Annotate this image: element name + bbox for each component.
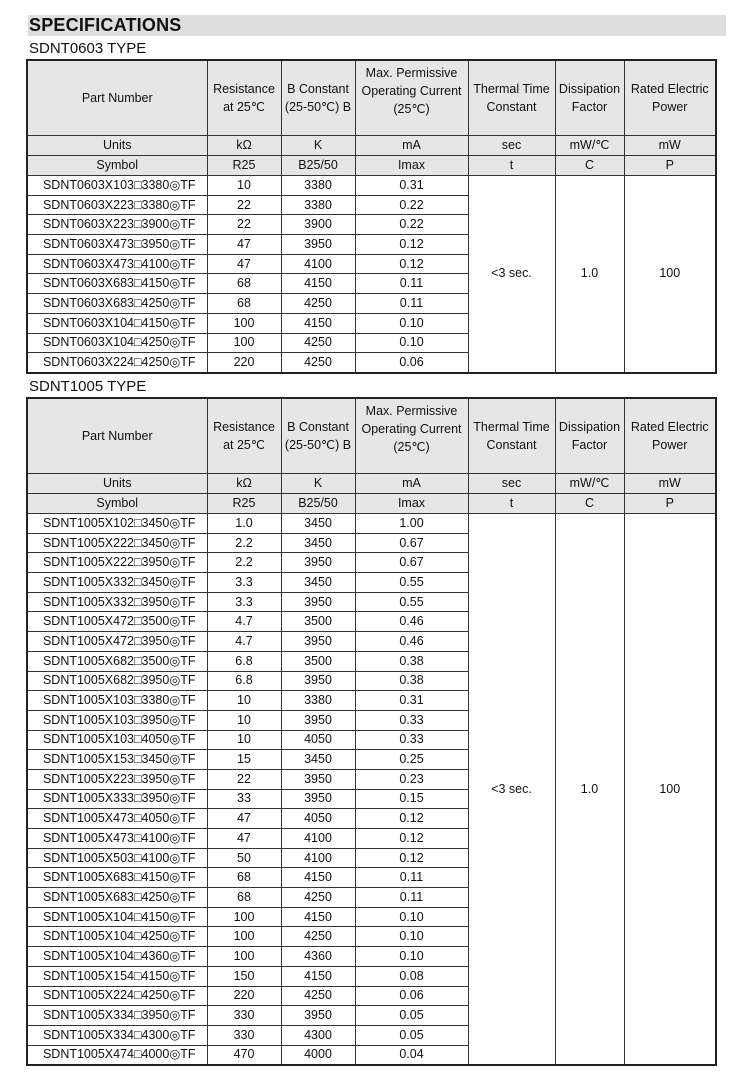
b-constant-cell: 4150 — [281, 868, 355, 888]
max-current-cell: 0.11 — [355, 888, 468, 908]
max-current-cell: 0.38 — [355, 671, 468, 691]
max-current-cell: 0.06 — [355, 986, 468, 1006]
b-constant-cell: 4150 — [281, 274, 355, 294]
max-current-cell: 0.25 — [355, 750, 468, 770]
part-number-cell: SDNT0603X223□3900◎TF — [27, 215, 207, 235]
b-constant-cell: 4250 — [281, 888, 355, 908]
header-b-constant: B Constant (25-50℃) B — [281, 398, 355, 474]
max-current-cell: 0.08 — [355, 966, 468, 986]
b-constant-cell: 4150 — [281, 966, 355, 986]
b-constant-cell: 3500 — [281, 651, 355, 671]
header-max-current: Max. Permissive Operating Current (25℃) — [355, 398, 468, 474]
max-current-cell: 0.12 — [355, 254, 468, 274]
max-current-cell: 0.33 — [355, 710, 468, 730]
unit-b-constant: K — [281, 136, 355, 156]
symbol-b-constant: B25/50 — [281, 156, 355, 176]
rated-power-cell: 100 — [624, 514, 716, 1066]
resistance-cell: 1.0 — [207, 514, 281, 534]
header-resistance: Resistance at 25℃ — [207, 398, 281, 474]
part-number-cell: SDNT0603X103□3380◎TF — [27, 176, 207, 196]
b-constant-cell: 4150 — [281, 907, 355, 927]
resistance-cell: 100 — [207, 333, 281, 353]
part-number-cell: SDNT1005X103□4050◎TF — [27, 730, 207, 750]
max-current-cell: 0.23 — [355, 769, 468, 789]
part-number-cell: SDNT1005X472□3500◎TF — [27, 612, 207, 632]
resistance-cell: 150 — [207, 966, 281, 986]
part-number-cell: SDNT1005X474□4000◎TF — [27, 1045, 207, 1065]
max-current-cell: 0.10 — [355, 907, 468, 927]
header-max-current: Max. Permissive Operating Current (25℃) — [355, 60, 468, 136]
header-rated-power: Rated Electric Power — [624, 60, 716, 136]
symbol-resistance: R25 — [207, 494, 281, 514]
max-current-cell: 0.15 — [355, 789, 468, 809]
b-constant-cell: 4300 — [281, 1025, 355, 1045]
b-constant-cell: 4250 — [281, 333, 355, 353]
symbol-dissipation: C — [555, 494, 624, 514]
max-current-cell: 0.46 — [355, 612, 468, 632]
resistance-cell: 68 — [207, 888, 281, 908]
resistance-cell: 22 — [207, 195, 281, 215]
thermal-time-cell: <3 sec. — [468, 176, 555, 373]
header-row — [27, 398, 716, 474]
header-row — [27, 60, 716, 136]
symbol-rated-power: P — [624, 156, 716, 176]
part-number-cell: SDNT0603X683□4150◎TF — [27, 274, 207, 294]
table-row — [27, 514, 716, 534]
b-constant-cell: 4250 — [281, 353, 355, 373]
resistance-cell: 10 — [207, 730, 281, 750]
b-constant-cell: 4050 — [281, 809, 355, 829]
resistance-cell: 2.2 — [207, 553, 281, 573]
max-current-cell: 0.67 — [355, 553, 468, 573]
resistance-cell: 2.2 — [207, 533, 281, 553]
b-constant-cell: 4050 — [281, 730, 355, 750]
b-constant-cell: 3950 — [281, 235, 355, 255]
b-constant-cell: 3950 — [281, 553, 355, 573]
resistance-cell: 10 — [207, 176, 281, 196]
rated-power-cell: 100 — [624, 176, 716, 373]
max-current-cell: 0.22 — [355, 195, 468, 215]
dissipation-cell: 1.0 — [555, 514, 624, 1066]
header-rated-power: Rated Electric Power — [624, 398, 716, 474]
b-constant-cell: 4250 — [281, 294, 355, 314]
part-number-cell: SDNT1005X683□4250◎TF — [27, 888, 207, 908]
max-current-cell: 0.55 — [355, 573, 468, 593]
resistance-cell: 330 — [207, 1006, 281, 1026]
resistance-cell: 3.3 — [207, 573, 281, 593]
unit-resistance: kΩ — [207, 474, 281, 494]
resistance-cell: 100 — [207, 313, 281, 333]
resistance-cell: 470 — [207, 1045, 281, 1065]
resistance-cell: 6.8 — [207, 671, 281, 691]
max-current-cell: 0.11 — [355, 274, 468, 294]
part-number-cell: SDNT0603X473□4100◎TF — [27, 254, 207, 274]
max-current-cell: 0.11 — [355, 294, 468, 314]
table-row — [27, 176, 716, 196]
unit-rated-power: mW — [624, 136, 716, 156]
resistance-cell: 50 — [207, 848, 281, 868]
max-current-cell: 0.31 — [355, 691, 468, 711]
b-constant-cell: 4250 — [281, 927, 355, 947]
symbol-dissipation: C — [555, 156, 624, 176]
units-label: Units — [27, 474, 207, 494]
part-number-cell: SDNT1005X472□3950◎TF — [27, 632, 207, 652]
page-title: SPECIFICATIONS — [29, 15, 182, 35]
b-constant-cell: 3500 — [281, 612, 355, 632]
resistance-cell: 100 — [207, 927, 281, 947]
max-current-cell: 0.12 — [355, 829, 468, 849]
unit-max-current: mA — [355, 136, 468, 156]
header-dissipation: Dissipation Factor — [555, 398, 624, 474]
resistance-cell: 100 — [207, 907, 281, 927]
part-number-cell: SDNT1005X104□4250◎TF — [27, 927, 207, 947]
resistance-cell: 10 — [207, 710, 281, 730]
max-current-cell: 0.05 — [355, 1025, 468, 1045]
part-number-cell: SDNT1005X332□3950◎TF — [27, 592, 207, 612]
max-current-cell: 0.06 — [355, 353, 468, 373]
header-b-constant: B Constant (25-50℃) B — [281, 60, 355, 136]
part-number-cell: SDNT0603X104□4150◎TF — [27, 313, 207, 333]
max-current-cell: 0.11 — [355, 868, 468, 888]
part-number-cell: SDNT1005X332□3450◎TF — [27, 573, 207, 593]
part-number-cell: SDNT1005X104□4360◎TF — [27, 947, 207, 967]
resistance-cell: 33 — [207, 789, 281, 809]
part-number-cell: SDNT0603X104□4250◎TF — [27, 333, 207, 353]
b-constant-cell: 3380 — [281, 195, 355, 215]
thermal-time-cell: <3 sec. — [468, 514, 555, 1066]
resistance-cell: 220 — [207, 353, 281, 373]
max-current-cell: 0.12 — [355, 235, 468, 255]
b-constant-cell: 3450 — [281, 573, 355, 593]
max-current-cell: 0.10 — [355, 333, 468, 353]
section-title-sdnt0603: SDNT0603 TYPE — [29, 40, 147, 57]
symbol-max-current: Imax — [355, 156, 468, 176]
part-number-cell: SDNT0603X473□3950◎TF — [27, 235, 207, 255]
b-constant-cell: 4100 — [281, 848, 355, 868]
spec-table-sdnt0603 — [26, 59, 717, 374]
part-number-cell: SDNT1005X473□4100◎TF — [27, 829, 207, 849]
max-current-cell: 0.31 — [355, 176, 468, 196]
units-label: Units — [27, 136, 207, 156]
symbol-resistance: R25 — [207, 156, 281, 176]
part-number-cell: SDNT0603X683□4250◎TF — [27, 294, 207, 314]
max-current-cell: 0.05 — [355, 1006, 468, 1026]
b-constant-cell: 3950 — [281, 1006, 355, 1026]
max-current-cell: 1.00 — [355, 514, 468, 534]
part-number-cell: SDNT1005X222□3450◎TF — [27, 533, 207, 553]
symbol-label: Symbol — [27, 494, 207, 514]
header-thermal-time: Thermal Time Constant — [468, 398, 555, 474]
b-constant-cell: 3950 — [281, 710, 355, 730]
part-number-cell: SDNT1005X682□3950◎TF — [27, 671, 207, 691]
b-constant-cell: 4250 — [281, 986, 355, 1006]
resistance-cell: 47 — [207, 235, 281, 255]
max-current-cell: 0.10 — [355, 947, 468, 967]
resistance-cell: 68 — [207, 294, 281, 314]
header-part-number: Part Number — [27, 60, 207, 136]
b-constant-cell: 4000 — [281, 1045, 355, 1065]
symbol-thermal-time: t — [468, 494, 555, 514]
part-number-cell: SDNT1005X104□4150◎TF — [27, 907, 207, 927]
b-constant-cell: 3950 — [281, 592, 355, 612]
b-constant-cell: 4100 — [281, 829, 355, 849]
part-number-cell: SDNT0603X224□4250◎TF — [27, 353, 207, 373]
resistance-cell: 10 — [207, 691, 281, 711]
b-constant-cell: 4100 — [281, 254, 355, 274]
part-number-cell: SDNT1005X222□3950◎TF — [27, 553, 207, 573]
spec-table-sdnt1005 — [26, 397, 717, 1066]
header-dissipation: Dissipation Factor — [555, 60, 624, 136]
b-constant-cell: 3950 — [281, 632, 355, 652]
b-constant-cell: 4360 — [281, 947, 355, 967]
max-current-cell: 0.46 — [355, 632, 468, 652]
max-current-cell: 0.33 — [355, 730, 468, 750]
units-row — [27, 474, 716, 494]
max-current-cell: 0.22 — [355, 215, 468, 235]
b-constant-cell: 3450 — [281, 750, 355, 770]
resistance-cell: 22 — [207, 769, 281, 789]
resistance-cell: 47 — [207, 809, 281, 829]
b-constant-cell: 3450 — [281, 533, 355, 553]
b-constant-cell: 3450 — [281, 514, 355, 534]
b-constant-cell: 3950 — [281, 671, 355, 691]
unit-resistance: kΩ — [207, 136, 281, 156]
symbol-row — [27, 494, 716, 514]
part-number-cell: SDNT1005X473□4050◎TF — [27, 809, 207, 829]
max-current-cell: 0.55 — [355, 592, 468, 612]
part-number-cell: SDNT1005X224□4250◎TF — [27, 986, 207, 1006]
max-current-cell: 0.10 — [355, 313, 468, 333]
part-number-cell: SDNT1005X683□4150◎TF — [27, 868, 207, 888]
resistance-cell: 68 — [207, 868, 281, 888]
resistance-cell: 47 — [207, 829, 281, 849]
part-number-cell: SDNT1005X102□3450◎TF — [27, 514, 207, 534]
unit-max-current: mA — [355, 474, 468, 494]
resistance-cell: 22 — [207, 215, 281, 235]
max-current-cell: 0.67 — [355, 533, 468, 553]
part-number-cell: SDNT1005X153□3450◎TF — [27, 750, 207, 770]
unit-rated-power: mW — [624, 474, 716, 494]
symbol-row — [27, 156, 716, 176]
part-number-cell: SDNT1005X223□3950◎TF — [27, 769, 207, 789]
unit-thermal-time: sec — [468, 136, 555, 156]
part-number-cell: SDNT1005X503□4100◎TF — [27, 848, 207, 868]
max-current-cell: 0.12 — [355, 809, 468, 829]
part-number-cell: SDNT1005X334□4300◎TF — [27, 1025, 207, 1045]
units-row — [27, 136, 716, 156]
part-number-cell: SDNT1005X682□3500◎TF — [27, 651, 207, 671]
b-constant-cell: 3380 — [281, 691, 355, 711]
symbol-thermal-time: t — [468, 156, 555, 176]
resistance-cell: 47 — [207, 254, 281, 274]
part-number-cell: SDNT1005X103□3950◎TF — [27, 710, 207, 730]
resistance-cell: 220 — [207, 986, 281, 1006]
resistance-cell: 100 — [207, 947, 281, 967]
max-current-cell: 0.04 — [355, 1045, 468, 1065]
resistance-cell: 330 — [207, 1025, 281, 1045]
header-thermal-time: Thermal Time Constant — [468, 60, 555, 136]
resistance-cell: 6.8 — [207, 651, 281, 671]
b-constant-cell: 3380 — [281, 176, 355, 196]
resistance-cell: 4.7 — [207, 612, 281, 632]
resistance-cell: 4.7 — [207, 632, 281, 652]
part-number-cell: SDNT1005X103□3380◎TF — [27, 691, 207, 711]
resistance-cell: 68 — [207, 274, 281, 294]
resistance-cell: 3.3 — [207, 592, 281, 612]
header-part-number: Part Number — [27, 398, 207, 474]
unit-dissipation: mW/℃ — [555, 474, 624, 494]
b-constant-cell: 4150 — [281, 313, 355, 333]
part-number-cell: SDNT1005X334□3950◎TF — [27, 1006, 207, 1026]
symbol-rated-power: P — [624, 494, 716, 514]
max-current-cell: 0.38 — [355, 651, 468, 671]
part-number-cell: SDNT0603X223□3380◎TF — [27, 195, 207, 215]
b-constant-cell: 3900 — [281, 215, 355, 235]
unit-dissipation: mW/℃ — [555, 136, 624, 156]
unit-b-constant: K — [281, 474, 355, 494]
section-title-sdnt1005: SDNT1005 TYPE — [29, 378, 147, 395]
symbol-label: Symbol — [27, 156, 207, 176]
max-current-cell: 0.10 — [355, 927, 468, 947]
header-resistance: Resistance at 25℃ — [207, 60, 281, 136]
b-constant-cell: 3950 — [281, 769, 355, 789]
resistance-cell: 15 — [207, 750, 281, 770]
unit-thermal-time: sec — [468, 474, 555, 494]
max-current-cell: 0.12 — [355, 848, 468, 868]
symbol-b-constant: B25/50 — [281, 494, 355, 514]
dissipation-cell: 1.0 — [555, 176, 624, 373]
b-constant-cell: 3950 — [281, 789, 355, 809]
symbol-max-current: Imax — [355, 494, 468, 514]
part-number-cell: SDNT1005X154□4150◎TF — [27, 966, 207, 986]
part-number-cell: SDNT1005X333□3950◎TF — [27, 789, 207, 809]
